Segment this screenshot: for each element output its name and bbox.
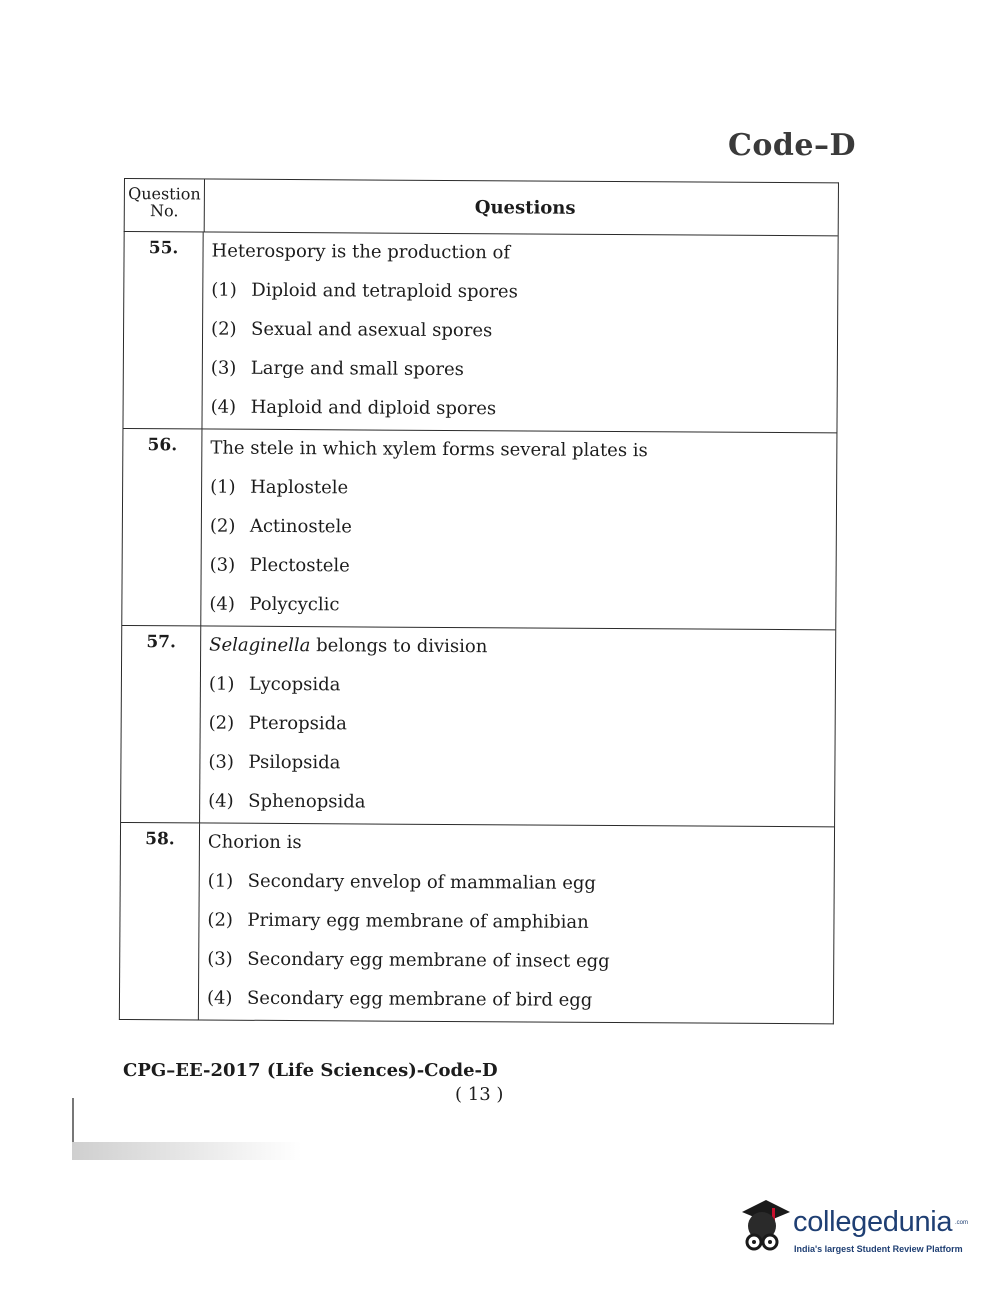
option-text: Secondary egg membrane of bird egg: [246, 987, 593, 1011]
question-stem: Heterospory is the production of: [211, 240, 511, 264]
question-number: 55.: [122, 232, 203, 428]
paper-code: Code–D: [728, 128, 856, 163]
option-text: Primary egg membrane of amphibian: [247, 909, 589, 933]
option: [207, 906, 833, 940]
question-number: 57.: [120, 626, 201, 822]
option: [208, 787, 834, 821]
question-body: [202, 232, 837, 432]
genus-name: Selaginella: [209, 634, 311, 657]
option: [209, 590, 835, 624]
option: [209, 670, 835, 704]
option-text: Pteropsida: [248, 712, 347, 735]
question-number: 56.: [121, 429, 202, 625]
option-number: (2): [211, 318, 237, 340]
question-stem: The stele in which xylem forms several plates is: [210, 437, 648, 462]
option-text: Haploid and diploid spores: [250, 396, 497, 420]
brand-tagline: India's largest Student Review Platform: [794, 1244, 963, 1254]
scan-edge-mark: [72, 1098, 74, 1146]
option: [210, 551, 836, 585]
option-text: Sphenopsida: [248, 790, 366, 813]
question-row: [122, 232, 837, 433]
question-body: [201, 429, 836, 629]
question-no-header-line1: Question: [128, 184, 201, 204]
collegedunia-watermark: [736, 1196, 969, 1266]
option: [210, 512, 836, 546]
option-number: (4): [208, 790, 234, 812]
option: [211, 354, 837, 388]
question-stem: [209, 631, 835, 665]
option-number: (2): [207, 909, 234, 931]
option: [208, 748, 834, 782]
option-number: (2): [209, 515, 236, 537]
option: [209, 709, 835, 743]
option-text: Actinostele: [249, 515, 352, 538]
option-text: Psilopsida: [248, 751, 341, 774]
option-text: Large and small spores: [250, 357, 465, 381]
question-row: [121, 429, 836, 630]
option-number: (3): [208, 751, 234, 773]
brand-domain: .com: [955, 1220, 969, 1226]
option: [211, 393, 837, 427]
option-text: Diploid and tetraploid spores: [251, 279, 518, 303]
option-number: (1): [208, 673, 235, 695]
question-no-header-line2: No.: [150, 201, 179, 221]
question-row: [119, 823, 834, 1023]
question-no-header: [125, 179, 205, 231]
brand-name: collegedunia: [793, 1206, 953, 1238]
question-number: 58.: [119, 823, 200, 1019]
table-header-row: [124, 179, 838, 236]
option-text: Lycopsida: [248, 673, 341, 696]
option-text: Secondary egg membrane of insect egg: [247, 948, 610, 972]
option-number: (3): [210, 357, 237, 379]
option: [210, 473, 836, 507]
option-number: (4): [209, 593, 235, 615]
question-body: [199, 823, 834, 1023]
option-number: (3): [209, 554, 236, 576]
option-text: Plectostele: [249, 554, 350, 577]
option-number: (4): [206, 987, 233, 1009]
option-number: (3): [207, 948, 233, 970]
scan-smudge: [72, 1142, 302, 1160]
question-row: [120, 626, 835, 827]
questions-table: [119, 178, 839, 1024]
mascot-icon: [736, 1196, 792, 1258]
question-stem-rest: belongs to division: [310, 635, 488, 658]
option-text: Polycyclic: [249, 593, 340, 616]
page-number: ( 13 ): [455, 1084, 504, 1105]
exam-code-footer: CPG–EE-2017 (Life Sciences)-Code-D: [123, 1060, 498, 1081]
option: [207, 945, 833, 979]
option-text: Sexual and asexual spores: [251, 318, 493, 342]
option-text: Secondary envelop of mammalian egg: [247, 870, 597, 894]
questions-header: Questions: [474, 197, 576, 219]
question-stem: Chorion is: [207, 831, 302, 854]
option-number: (1): [211, 279, 237, 301]
option: [207, 984, 833, 1018]
option-number: (4): [210, 396, 237, 418]
question-body: [200, 626, 835, 826]
option-text: Haplostele: [250, 476, 349, 499]
option: [208, 867, 834, 901]
option-number: (2): [208, 712, 235, 734]
option-number: (1): [210, 476, 236, 498]
option: [211, 276, 837, 310]
option-number: (1): [207, 870, 234, 892]
option: [211, 315, 837, 349]
